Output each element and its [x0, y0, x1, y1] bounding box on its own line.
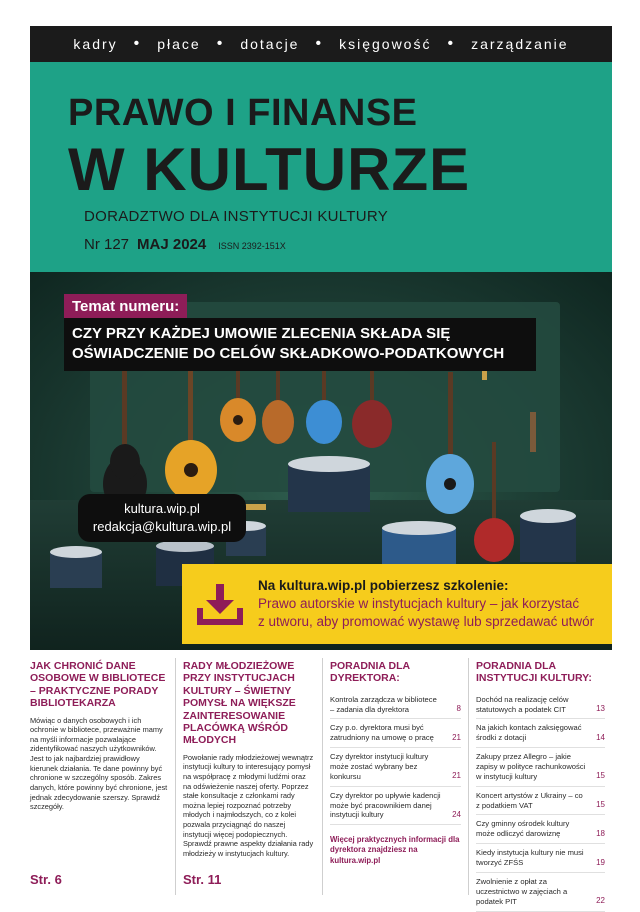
toc-title: Czy dyrektor po upływie kadencji może być pracownikiem danej instytucji kultury	[330, 790, 441, 820]
separator-dot: •	[447, 35, 456, 52]
issue-month: MAJ 2024	[137, 236, 207, 253]
toc-title: Kiedy instytucja kultury nie musi tworzyć ZFŚS	[476, 848, 584, 868]
contents-columns	[30, 658, 612, 906]
toc-page: 8	[456, 704, 461, 714]
more-info-link[interactable]: Więcej praktycznych informacji dla dyrektora znajdziesz na kultura.wip.pl	[330, 835, 460, 865]
flute-icon	[530, 412, 536, 452]
contact-email[interactable]: redakcja@kultura.wip.pl	[92, 519, 232, 535]
toc-page: 18	[596, 828, 605, 838]
toc-item	[476, 815, 605, 844]
promo-banner[interactable]	[182, 564, 612, 644]
theme-label: Temat numeru:	[64, 294, 187, 318]
contact-box	[78, 494, 246, 542]
theme-title-line1: CZY PRZY KAŻDEJ UMOWIE ZLECENIA SKŁADA SIĘ	[72, 325, 451, 342]
toc-item	[476, 844, 605, 873]
issue-number: Nr 127	[84, 236, 130, 253]
theme-title	[64, 318, 536, 371]
toc-title: Czy dyrektor instytucji kultury może zostać wybrany bez konkursu	[330, 752, 429, 781]
promo-line1: Na kultura.wip.pl pobierzesz szkolenie:	[258, 578, 509, 594]
toc-title: Zwolnienie z opłat za uczestnictwo w zajęciach a podatek PIT	[476, 876, 568, 906]
promo-text	[258, 577, 594, 630]
separator-dot: •	[315, 35, 324, 52]
toc-item	[476, 748, 605, 787]
toc-page: 19	[596, 857, 605, 867]
masthead	[30, 62, 612, 272]
toc-item	[476, 719, 605, 748]
article-lead: Powołanie rady młodzieżowej wewnątrz instytucji kultury to interesujący pomysł na współpracę z młodymi ludźmi oraz na odświeżenie naszej oferty. Poprzez stałe konsultacje z członkami rady można lepiej rozpoznać potrzeby młodych i najmłodszych, co z kolei pozwala przyciągnąć do naszej instytucji więcej podopiecznych. Sprawdź prawne aspekty działania rady młodzieży w instytucjach kultury.	[183, 752, 314, 858]
drum-icon	[288, 456, 370, 512]
topic-dotacje: dotacje	[240, 36, 300, 52]
toc-page: 13	[596, 704, 605, 714]
toc-title: Kontrola zarządcza w bibliotece – zadania dla dyrektora	[330, 694, 437, 714]
toc-item	[330, 691, 461, 720]
toc-page: 21	[452, 732, 461, 742]
promo-line3: z utworu, aby promować wystawę lub sprzedawać utwór	[258, 613, 595, 629]
issue-info	[84, 236, 286, 253]
article-heading: JAK CHRONIĆ DANE OSOBOWE W BIBLIOTECE – PRAKTYCZNE PORADY BIBLIOTEKARZA	[30, 660, 166, 710]
guitar-icon	[426, 372, 474, 514]
article-column-1	[30, 658, 175, 895]
toc-page: 22	[596, 896, 605, 906]
toc-title: Czy p.o. dyrektora musi być zatrudniony na umowę o pracę	[330, 723, 434, 743]
section-heading: PORADNIA DLA INSTYTUCJI KULTURY:	[476, 660, 592, 685]
toc-item	[476, 787, 605, 816]
guitar-icon	[474, 442, 514, 562]
article-heading: RADY MŁODZIEŻOWE PRZY INSTYTUCJACH KULTURY – ŚWIETNY POMYSŁ NA WIĘKSZE ZAINTERESOWANIE PLACÓWKĄ WŚRÓD MŁODYCH	[183, 660, 296, 747]
toc-item	[330, 719, 461, 748]
toc-title: Zakupy przez Allegro – jakie zapisy w polityce rachunkowości w instytucji kultury	[476, 752, 586, 781]
topic-kadry: kadry	[73, 36, 118, 52]
drum-icon	[50, 546, 102, 588]
guitar-icon	[103, 368, 147, 512]
director-advice-column	[322, 658, 468, 895]
issn: ISSN 2392-151X	[218, 241, 286, 251]
toc-title: Dochód na realizację celów statutowych a podatek CIT	[476, 694, 569, 714]
toc-title: Czy gminny ośrodek kultury może odliczyć darowiznę	[476, 819, 570, 839]
magazine-subtitle: DORADZTWO DLA INSTYTUCJI KULTURY	[84, 208, 389, 225]
magazine-title-line1: PRAWO I FINANSE	[68, 92, 418, 134]
article-page-ref: Str. 11	[183, 872, 222, 887]
toc-page: 14	[596, 732, 605, 742]
magazine-title-line2: W KULTURZE	[68, 136, 471, 203]
separator-dot: •	[133, 35, 142, 52]
topic-place: płace	[157, 36, 201, 52]
toc-item	[330, 787, 461, 826]
drum-icon	[382, 521, 456, 568]
download-icon	[194, 578, 246, 630]
toc-title: Na jakich kontach zaksięgować środki z dotacji	[476, 723, 582, 743]
institution-advice-column	[468, 658, 612, 906]
toc-page: 21	[452, 771, 461, 781]
toc-page: 15	[596, 771, 605, 781]
toc-item	[476, 691, 605, 720]
toc-item	[330, 748, 461, 787]
article-column-2	[175, 658, 322, 895]
topic-bar	[30, 26, 612, 62]
section-heading: PORADNIA DLA DYREKTORA:	[330, 660, 410, 685]
topic-zarzadzanie: zarządzanie	[471, 36, 569, 52]
toc-page: 24	[452, 809, 461, 819]
article-page-ref: Str. 6	[30, 872, 62, 887]
toc-title: Koncert artystów z Ukrainy – co z podatkiem VAT	[476, 790, 583, 810]
toc-item	[476, 873, 605, 912]
theme-title-line2: OŚWIADCZENIE DO CELÓW SKŁADKOWO-PODATKOWYCH	[72, 345, 505, 363]
magazine-cover	[30, 14, 612, 906]
drum-icon	[520, 509, 576, 562]
promo-line2: Prawo autorskie w instytucjach kultury – jak korzystać	[258, 596, 580, 612]
contact-website[interactable]: kultura.wip.pl	[124, 501, 200, 516]
toc-page: 15	[596, 800, 605, 810]
topic-ksiegowosc: księgowość	[339, 36, 432, 52]
cover-photo	[30, 272, 612, 650]
article-lead: Mówiąc o danych osobowych i ich ochronie w bibliotece, przeważnie mamy na myśli informacje pozwalające zidentyfikować naszych użytkowników. Jest to jak najbardziej prawidłowy kierunek działania. Te dane powinny być chronione w szczególny sposób. Zakres danych, które powinny być chronione, jest jednak zdecydowanie szerszy. Sprawdź szczegóły.	[30, 715, 168, 812]
separator-dot: •	[216, 35, 225, 52]
guitar-icon	[165, 352, 217, 500]
